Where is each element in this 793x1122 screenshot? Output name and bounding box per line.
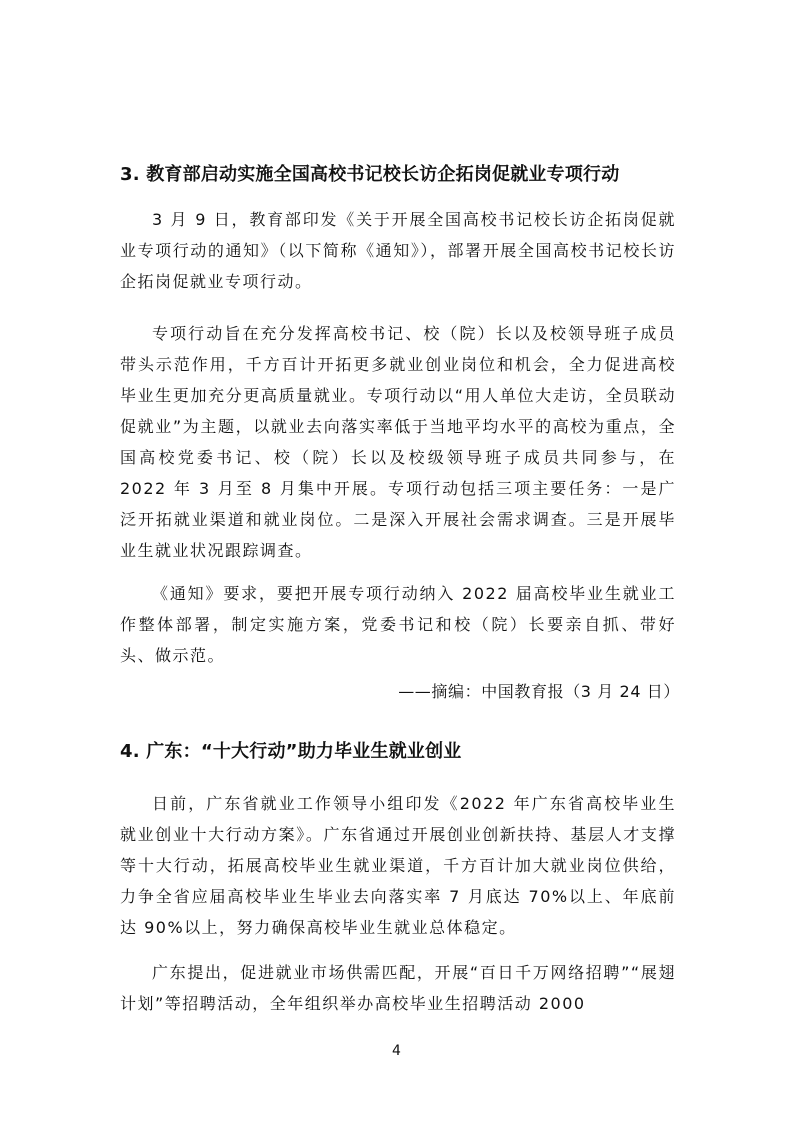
section-4-paragraph-1: 日前，广东省就业工作领导小组印发《2022 年广东省高校毕业生就业创业十大行动方案》。广东省通过开展创业创新扶持、基层人才支撑等十大行动，拓展高校毕业生就业渠道，千方百计加大就业岗位供给，力争全省应届高校毕业生毕业去向落实率 7 月底达 70%以上、年底前达 90%以上，努力确保高校毕业生就业总体稳定。 xyxy=(120,794,676,937)
section-4-paragraph-2: 广东提出，促进就业市场供需匹配，开展“百日千万网络招聘”“展翅计划”等招聘活动，全年组织举办高校毕业生招聘活动 2000 xyxy=(120,963,676,1013)
section-3-paragraph-2: 专项行动旨在充分发挥高校书记、校（院）长以及校领导班子成员带头示范作用，千方百计开拓更多就业创业岗位和机会，全力促进高校毕业生更加充分更高质量就业。专项行动以“用人单位大走访，全员联动促就业”为主题，以就业去向落实率低于当地平均水平的高校为重点，全国高校党委书记、校（院）长以及校级领导班子成员共同参与，在 2022 年 3 月至 8 月集中开展。专项行动包括三项主要任务：一是广泛开拓就业渠道和就业岗位。二是深入开展社会需求调查。三是开展毕业生就业状况跟踪调查。 xyxy=(120,324,676,560)
section-3-heading: 3. 教育部启动实施全国高校书记校长访企拓岗促就业专项行动 xyxy=(120,164,620,185)
section-4-heading: 4. 广东：“十大行动”助力毕业生就业创业 xyxy=(120,741,462,762)
page-number: 4 xyxy=(392,1043,401,1059)
section-3-paragraph-3: 《通知》要求，要把开展专项行动纳入 2022 届高校毕业生就业工作整体部署，制定实施方案，党委书记和校（院）长要亲自抓、带好头、做示范。 xyxy=(120,584,676,665)
section-3-paragraph-1: 3 月 9 日，教育部印发《关于开展全国高校书记校长访企拓岗促就业专项行动的通知》（以下简称《通知》），部署开展全国高校书记校长访企拓岗促就业专项行动。 xyxy=(120,210,676,291)
section-3-source: ——摘编：中国教育报（3 月 24 日） xyxy=(398,682,680,701)
